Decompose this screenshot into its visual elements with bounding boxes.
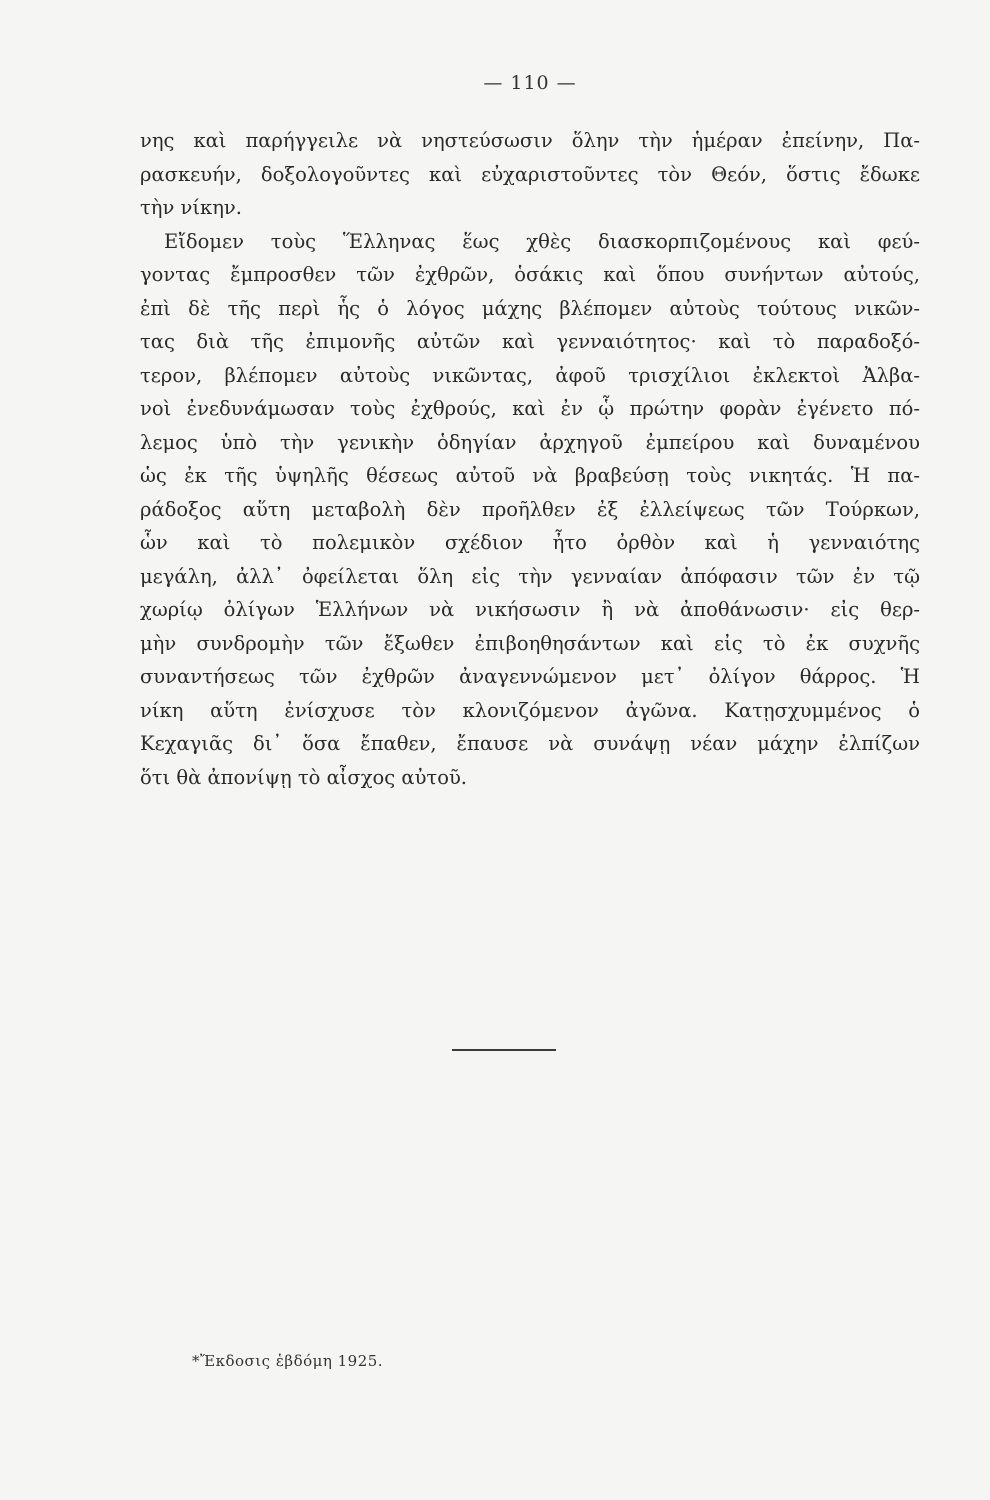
text-line: ὡς ἐκ τῆς ὑψηλῆς θέσεως αὐτοῦ νὰ βραβεύσῃ τοὺς νικητάς. Ἡ πα- [140, 464, 920, 487]
text-line: τας διὰ τῆς ἐπιμονῆς αὐτῶν καὶ γενναιότητος· καὶ τὸ παραδοξό- [140, 330, 920, 353]
text-line: Εἴδομεν τοὺς Ἕλληνας ἕως χθὲς διασκορπιζομένους καὶ φεύ- [164, 229, 920, 253]
text-line: χωρίῳ ὀλίγων Ἑλλήνων νὰ νικήσωσιν ἢ νὰ ἀποθάνωσιν· εἰς θερ- [140, 598, 920, 621]
text-line: νοὶ ἐνεδυνάμωσαν τοὺς ἐχθρούς, καὶ ἐν ᾧ πρώτην φορὰν ἐγένετο πό- [140, 397, 920, 420]
text-line: τερον, βλέπομεν αὐτοὺς νικῶντας, ἀφοῦ τρισχίλιοι ἐκλεκτοὶ Ἀλβα- [140, 363, 920, 387]
text-line: νίκη αὕτη ἐνίσχυσε τὸν κλονιζόμενον ἀγῶνα. Κατῃσχυμμένος ὁ [140, 698, 920, 722]
body-text [140, 124, 920, 794]
edition-footnote: *Ἔκδοσις ἑβδόμη 1925. [192, 1352, 384, 1370]
text-line: συναντήσεως τῶν ἐχθρῶν ἀναγεννώμενον μετ᾿ ὀλίγον θάρρος. Ἡ [140, 665, 920, 688]
text-line: Κεχαγιᾶς δι᾿ ὅσα ἔπαθεν, ἔπαυσε νὰ συνάψῃ νέαν μάχην ἐλπίζων [140, 732, 920, 755]
page-number: — 110 — [483, 72, 577, 94]
text-line: νης καὶ παρήγγειλε νὰ νηστεύσωσιν ὅλην τὴν ἡμέραν ἐπείνην, Πα- [140, 129, 920, 152]
text-line: γοντας ἔμπροσθεν τῶν ἐχθρῶν, ὁσάκις καὶ ὅπου συνήντων αὐτούς, [140, 263, 920, 286]
text-line: λεμος ὑπὸ τὴν γενικὴν ὁδηγίαν ἀρχηγοῦ ἐμπείρου καὶ δυναμένου [140, 430, 920, 454]
text-line: ράδοξος αὕτη μεταβολὴ δὲν προῆλθεν ἐξ ἐλλείψεως τῶν Τούρκων, [140, 497, 920, 521]
text-line: μὴν συνδρομὴν τῶν ἔξωθεν ἐπιβοηθησάντων καὶ εἰς τὸ ἐκ συχνῆς [140, 631, 920, 655]
text-line: ὅτι θὰ ἀπονίψῃ τὸ αἶσχος αὐτοῦ. [140, 765, 468, 789]
text-line: ἐπὶ δὲ τῆς περὶ ἧς ὁ λόγος μάχης βλέπομεν αὐτοὺς τούτους νικῶν- [140, 296, 920, 320]
section-divider [452, 1049, 556, 1051]
text-line: τὴν νίκην. [140, 196, 242, 219]
text-line: ὧν καὶ τὸ πολεμικὸν σχέδιον ἦτο ὀρθὸν καὶ ἡ γενναιότης [140, 531, 920, 554]
text-line: μεγάλη, ἀλλ᾿ ὀφείλεται ὅλη εἰς τὴν γενναίαν ἀπόφασιν τῶν ἐν τῷ [140, 564, 920, 588]
text-line: ρασκευήν, δοξολογοῦντες καὶ εὐχαριστοῦντες τὸν Θεόν, ὅστις ἔδωκε [140, 162, 920, 186]
